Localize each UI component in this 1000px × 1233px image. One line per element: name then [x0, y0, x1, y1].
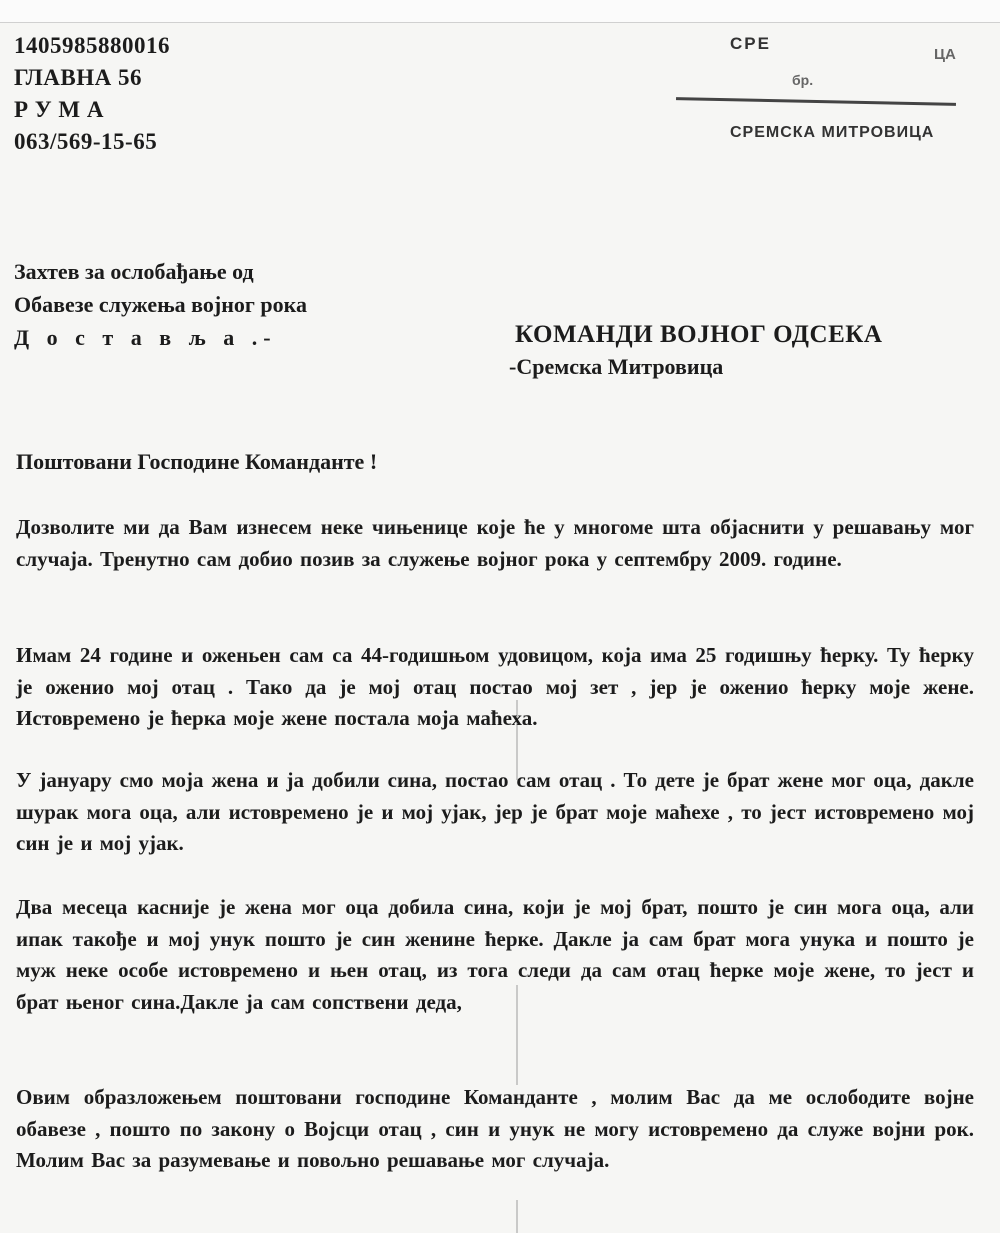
- received-stamp: [672, 28, 972, 158]
- stamp-line-1: СРЕ: [730, 34, 771, 53]
- stamp-rule: [676, 97, 956, 106]
- stamp-line-2: ЦА: [934, 46, 956, 63]
- body-paragraph-5: Овим образложењем поштовани господине Команданте , молим Вас да ме ослободите војне обавезе , пошто по закону о Војсци отац , син и унук не могу истовремено да служе војни рок. Молим Вас за разумевање и повољно решавање мог случаја.: [16, 1085, 974, 1172]
- stamp-line-3: бр.: [792, 72, 814, 88]
- body-paragraph-2: Имам 24 године и оженьен сам са 44-годишњом удовицом, која има 25 годишњу ћерку. Ту ћерку је оженио мој отац . Тако да је мој отац постао мој зет , јер је оженио ћерку моје жене. Истовремено је ћерка моје жене постала моја маћеха.: [16, 643, 974, 730]
- body-paragraph-1: Дозволите ми да Вам изнесем неке чињенице које ће у многоме шта објаснити у решавању мог случаја. Тренутно сам добио позив за служење војног рока у септембру 2009. године.: [16, 515, 974, 571]
- body-paragraph-4: Два месеца касније је жена мог оца добила сина, који је мој брат, пошто је син мога оца, али ипак такође и мој унук пошто је син женине ћерке. Дакле ја сам брат мога унука и пошто је муж неке особе истовремено и њен отац, из тога следи да сам отац ћерке моје жене, то јест и брат њеног сина.Дакле ја сам сопствени деда,: [16, 895, 974, 1014]
- sender-street: ГЛАВНА 56: [14, 65, 143, 90]
- sender-id: 1405985880016: [14, 33, 170, 58]
- subject-line-2: Обавезе служења војног рока: [14, 292, 307, 317]
- sender-phone: 063/569-15-65: [14, 129, 158, 154]
- scan-fold-mark: [516, 1200, 518, 1233]
- scan-fold-mark: [516, 700, 518, 780]
- sender-block: [14, 30, 170, 158]
- scan-top-edge: [0, 0, 1000, 23]
- salutation: Поштовани Господине Команданте !: [16, 449, 378, 474]
- body-paragraph-3: У јануару смо моја жена и ја добили сина, постао сам отац . То дете је брат жене мог оца, дакле шурак мога оца, али истовремено је и мој ујак, јер је брат моје маћехе , то јест истовремено мој син је и мој ујак.: [16, 768, 974, 855]
- stamp-line-4: СРЕМСКА МИТРОВИЦА: [730, 124, 935, 141]
- sender-city: Р У М А: [14, 97, 104, 122]
- recipient-line-2: -Сремска Митровица: [509, 354, 724, 379]
- recipient-block: [509, 318, 883, 382]
- subject-line-1: Захтев за ослобађање од: [14, 259, 254, 284]
- scan-fold-mark: [516, 985, 518, 1085]
- recipient-line-1: КОМАНДИ ВОЈНОГ ОДСЕКА: [515, 321, 883, 348]
- subject-line-3: Д о с т а в љ а .-: [14, 325, 277, 350]
- subject-block: [14, 255, 307, 354]
